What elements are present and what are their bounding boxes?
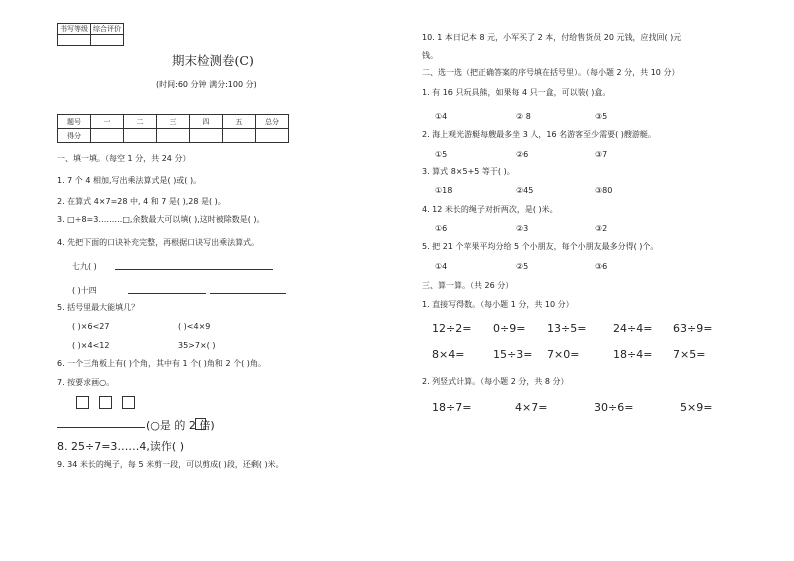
calc-item: 13÷5=: [547, 322, 587, 335]
choice-3-opt-b: ②45: [516, 186, 534, 195]
section1-heading: 一、填一填。（每空 1 分，共 24 分）: [57, 154, 191, 163]
question-2: 2. 在算式 4×7=28 中, 4 和 7 是( ),28 是( )。: [57, 197, 226, 206]
score-row-label: 得分: [58, 129, 91, 143]
question-1: 1. 7 个 4 相加,写出乘法算式是( )或( )。: [57, 176, 202, 185]
choice-4-opt-b: ②3: [516, 224, 529, 233]
choice-2-opt-a: ①5: [435, 150, 448, 159]
choice-1-opt-b: ② 8: [516, 112, 531, 121]
calc-item: 30÷6=: [594, 401, 634, 414]
choice-3-opt-a: ①18: [435, 186, 453, 195]
calc-1-heading: 1. 直接写得数。（每小题 1 分，共 10 分）: [422, 300, 574, 309]
score-cell: [157, 129, 190, 143]
score-header-0: 题号: [58, 115, 91, 129]
calc-item: 12÷2=: [432, 322, 472, 335]
choice-5-opt-b: ②5: [516, 262, 529, 271]
calc-item: 24÷4=: [613, 322, 653, 335]
choice-4-opt-a: ①6: [435, 224, 448, 233]
choice-3-opt-c: ③80: [595, 186, 613, 195]
choice-2: 2. 海上观光游艇每艘最多坐 3 人，16 名游客至少需要( )艘游艇。: [422, 130, 656, 139]
calc-item: 18÷4=: [613, 348, 653, 361]
answer-line: [57, 427, 145, 428]
calc-item: 4×7=: [515, 401, 548, 414]
calc-item: 5×9=: [680, 401, 713, 414]
answer-line: [128, 293, 206, 294]
question-4: 4. 先把下面的口诀补充完整，再根据口诀写出乘法算式。: [57, 238, 260, 247]
square-shape: [99, 396, 112, 409]
question-7-note: (○是 的 2 倍): [146, 419, 215, 432]
question-8: 8. 25÷7=3……4,读作( ): [57, 440, 184, 453]
grade-table: [57, 23, 124, 46]
calc-item: 0÷9=: [493, 322, 526, 335]
question-10-cont: 钱。: [422, 51, 438, 60]
square-shape: [195, 418, 206, 430]
calc-2-heading: 2. 列竖式计算。（每小题 2 分，共 8 分）: [422, 377, 569, 386]
choice-4-opt-c: ③2: [595, 224, 608, 233]
choice-1-opt-c: ③5: [595, 112, 608, 121]
choice-2-opt-c: ③7: [595, 150, 608, 159]
score-cell: [256, 129, 289, 143]
choice-5-opt-c: ③6: [595, 262, 608, 271]
choice-2-opt-b: ②6: [516, 150, 529, 159]
score-header-5: 五: [223, 115, 256, 129]
score-header-3: 三: [157, 115, 190, 129]
grade-overall-label: 综合评价: [91, 24, 124, 35]
score-cell: [91, 129, 124, 143]
choice-1-opt-a: ①4: [435, 112, 448, 121]
score-cell: [124, 129, 157, 143]
choice-1: 1. 有 16 只玩具熊，如果每 4 只一盒，可以装( )盒。: [422, 88, 611, 97]
choice-4: 4. 12 米长的绳子对折两次，是( )米。: [422, 205, 558, 214]
page-title: 期末检测卷(C): [172, 53, 254, 68]
calc-item: 18÷7=: [432, 401, 472, 414]
question-5a: ( )×6<27: [72, 322, 110, 331]
grade-writing-cell: [58, 35, 91, 46]
answer-line: [210, 293, 286, 294]
calc-item: 15÷3=: [493, 348, 533, 361]
question-7: 7. 按要求画○。: [57, 378, 115, 387]
section3-heading: 三、算一算。（共 26 分）: [422, 281, 514, 290]
score-header-4: 四: [190, 115, 223, 129]
question-5d: 35>7×( ): [178, 341, 216, 350]
calc-item: 7×5=: [673, 348, 706, 361]
choice-5: 5. 把 21 个苹果平均分给 5 个小朋友，每个小朋友最多分得( )个。: [422, 242, 659, 251]
score-table: [57, 114, 289, 143]
calc-item: 7×0=: [547, 348, 580, 361]
choice-5-opt-a: ①4: [435, 262, 448, 271]
grade-writing-label: 书写等级: [58, 24, 91, 35]
calc-item: 63÷9=: [673, 322, 713, 335]
square-shape: [122, 396, 135, 409]
score-cell: [223, 129, 256, 143]
question-10: 10. 1 本日记本 8 元，小军买了 2 本，付给售货员 20 元钱，应找回( )元: [422, 33, 682, 42]
question-5: 5. 括号里最大能填几？: [57, 303, 140, 312]
question-9: 9. 34 米长的绳子，每 5 米剪一段，可以剪成( )段，还剩( )米。: [57, 460, 284, 469]
section2-heading: 二、选一选（把正确答案的序号填在括号里）。（每小题 2 分，共 10 分）: [422, 68, 680, 77]
question-4b: ( )十四: [72, 286, 97, 295]
score-header-6: 总分: [256, 115, 289, 129]
calc-item: 8×4=: [432, 348, 465, 361]
question-4a: 七九( ): [72, 262, 97, 271]
question-5b: ( )<4×9: [178, 322, 211, 331]
grade-overall-cell: [91, 35, 124, 46]
answer-line: [115, 269, 273, 270]
score-cell: [190, 129, 223, 143]
question-5c: ( )×4<12: [72, 341, 110, 350]
score-header-1: 一: [91, 115, 124, 129]
score-header-2: 二: [124, 115, 157, 129]
page-subtitle: (时间:60 分钟 满分:100 分): [156, 80, 257, 89]
question-6: 6. 一个三角板上有( )个角，其中有 1 个( )角和 2 个( )角。: [57, 359, 266, 368]
choice-3: 3. 算式 8×5+5 等于( )。: [422, 167, 515, 176]
square-shape: [76, 396, 89, 409]
question-3: 3. □÷8=3………□,余数最大可以填( ),这时被除数是( )。: [57, 215, 265, 224]
